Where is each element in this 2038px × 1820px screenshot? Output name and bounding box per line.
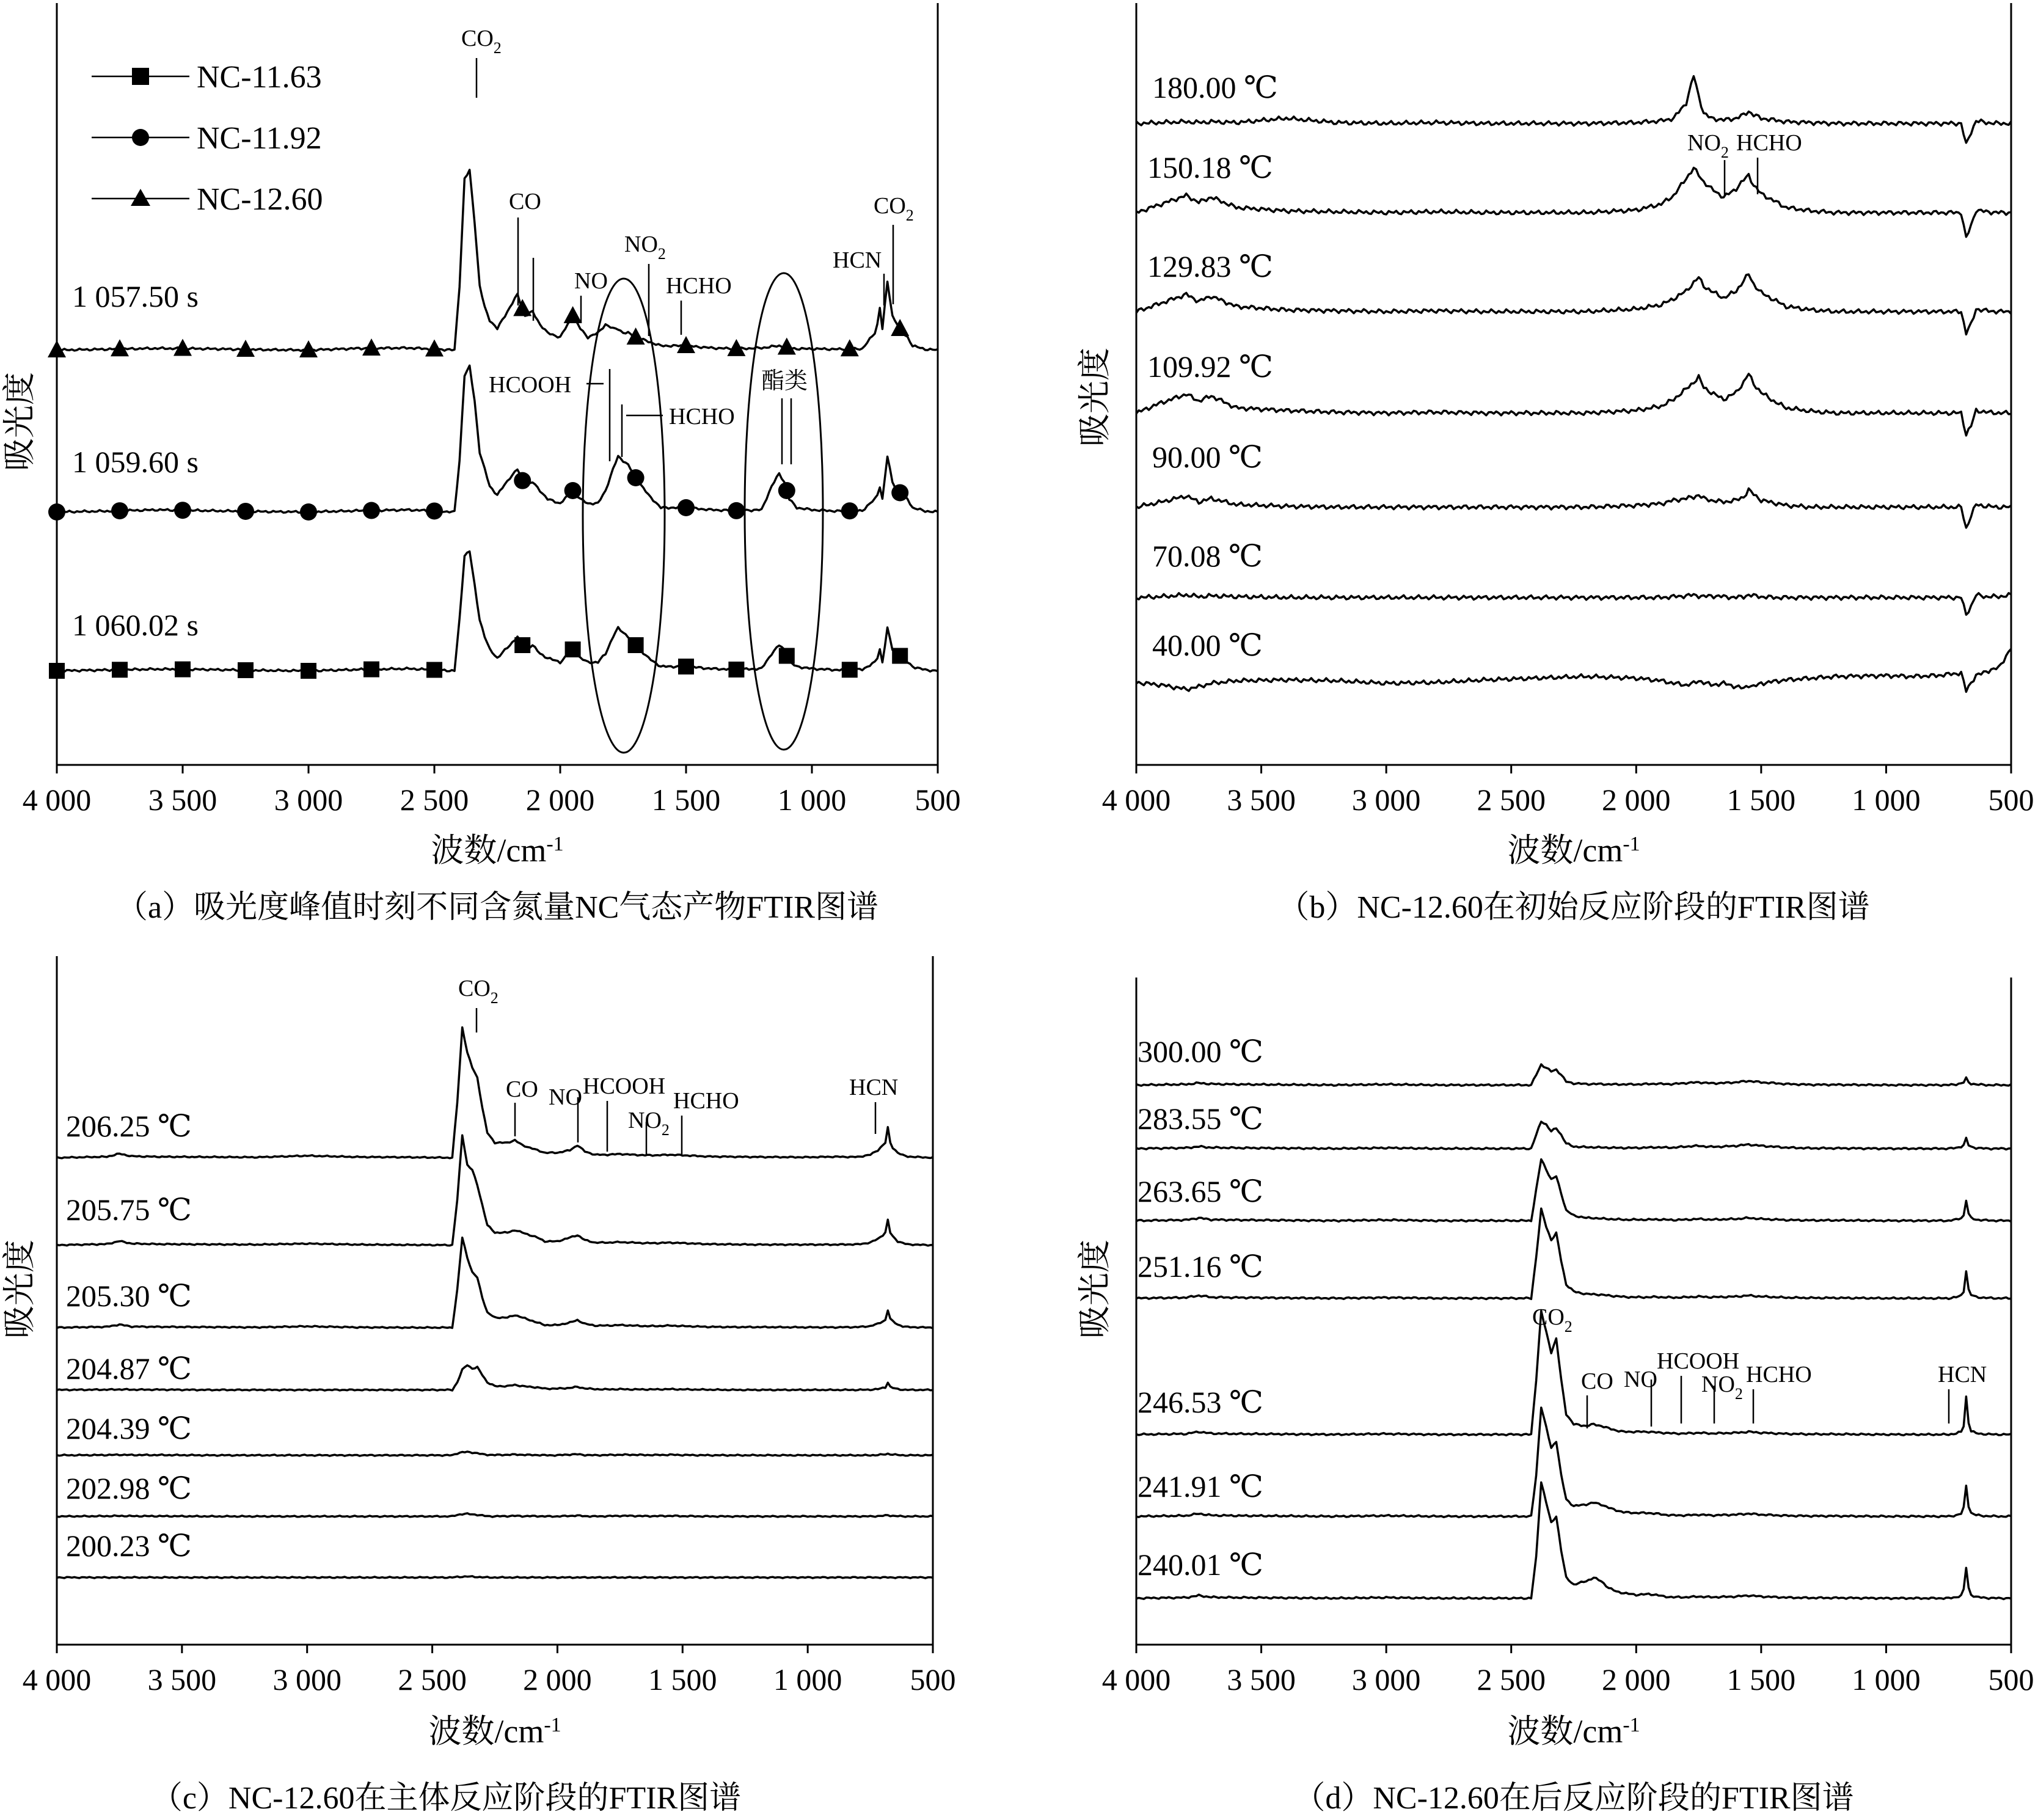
- x-tick-label: 2 000: [1602, 1662, 1671, 1697]
- ann-hcn: HCN: [833, 247, 882, 273]
- x-tick-label: 2 500: [1477, 1662, 1546, 1697]
- panel-b-xlabel: 波数$/cm^{-1}$: [1507, 832, 1640, 869]
- circle-marker: [678, 499, 695, 516]
- circle-marker: [841, 502, 858, 519]
- panel-c-label-2: 202.98 ℃: [66, 1471, 192, 1505]
- circle-marker: [426, 502, 443, 519]
- triangle-marker: [299, 340, 318, 357]
- square-marker: [779, 648, 795, 664]
- circle-marker: [564, 482, 582, 499]
- square-marker: [514, 637, 530, 653]
- spectrum-line: [1136, 1311, 2011, 1436]
- x-tick-label: 1 500: [651, 783, 721, 817]
- panel-d-x-ticks: [1102, 1645, 2034, 1697]
- panel-d-label-6: 283.55 ℃: [1138, 1102, 1263, 1136]
- panel-c-ylabel: 吸光度: [1, 1240, 38, 1339]
- ann-d-co2: $CO_2$: [1532, 1304, 1572, 1336]
- legend-entry-2: NC-11.92: [197, 121, 322, 156]
- ann-d-hcn: HCN: [1938, 1362, 1987, 1387]
- panel-d-label-7: 300.00 ℃: [1138, 1034, 1263, 1069]
- ann-co: CO: [509, 189, 541, 214]
- ann-c-hcho: HCHO: [673, 1088, 739, 1114]
- x-tick-label: 500: [910, 1662, 956, 1697]
- panel-a-caption: （a）吸光度峰值时刻不同含氮量NC气态产物FTIR图谱: [115, 890, 879, 925]
- panel-b-x-ticks: [1102, 765, 2034, 817]
- x-tick-label: 3 500: [1227, 1662, 1296, 1697]
- triangle-marker: [564, 306, 582, 323]
- spectrum-line: [1136, 649, 2011, 692]
- panel-c-label-4: 204.87 ℃: [66, 1351, 192, 1386]
- x-tick-label: 3 000: [272, 1662, 341, 1697]
- x-tick-label: 500: [915, 783, 961, 817]
- panel-d-caption: （d）NC-12.60在后反应阶段的FTIR图谱: [1293, 1781, 1854, 1816]
- panel-c-temperature-labels: [66, 1109, 192, 1563]
- square-marker: [678, 659, 694, 674]
- circle-marker: [891, 484, 908, 502]
- spectrum-line: [1136, 1160, 2011, 1222]
- square-marker: [112, 662, 128, 678]
- square-marker: [728, 662, 744, 678]
- x-tick-label: 3 500: [1227, 783, 1296, 817]
- legend-entry-1: NC-11.63: [197, 60, 322, 95]
- ann-hcho-2: HCHO: [669, 404, 735, 429]
- ann-d-hcho: HCHO: [1746, 1362, 1812, 1387]
- panel-b-label-5: 129.83 ℃: [1147, 249, 1273, 283]
- legend-square-marker: [132, 68, 149, 85]
- panel-d-spectra: [1136, 1064, 2011, 1599]
- panel-c-label-6: 205.75 ℃: [66, 1193, 192, 1227]
- panel-b-temperature-labels: [1147, 70, 1278, 662]
- panel-a: [1, 3, 961, 925]
- panel-d-label-3: 246.53 ℃: [1138, 1385, 1263, 1419]
- square-marker: [628, 637, 644, 653]
- square-marker: [301, 663, 316, 679]
- spectrum-line: [57, 1452, 933, 1456]
- square-marker: [175, 662, 191, 678]
- x-tick-label: 4 000: [22, 783, 92, 817]
- spectrum-line: [57, 1513, 933, 1517]
- spectrum-line: [1136, 488, 2011, 527]
- ann-b-hcho: HCHO: [1736, 130, 1802, 156]
- panel-c-label-3: 204.39 ℃: [66, 1411, 192, 1445]
- spectrum-line: [1136, 1482, 2011, 1599]
- spectrum-line: [1136, 1064, 2011, 1086]
- panel-b-label-6: 150.18 ℃: [1147, 150, 1273, 185]
- x-tick-label: 1 500: [648, 1662, 717, 1697]
- ann-c-no: NO: [549, 1084, 582, 1110]
- square-marker: [892, 648, 908, 664]
- panel-c-caption: （c）NC-12.60在主体反应阶段的FTIR图谱: [150, 1781, 742, 1816]
- square-marker: [363, 662, 379, 678]
- spectrum-line: [1136, 593, 2011, 615]
- ann-d-no2: $NO_2$: [1701, 1372, 1743, 1403]
- panel-a-label-ser2: 1 059.60 s: [72, 445, 199, 479]
- x-tick-label: 1 500: [1726, 1662, 1796, 1697]
- panel-a-xlabel: 波数$/cm^{-1}$: [431, 832, 564, 869]
- legend-entry-3: NC-12.60: [197, 182, 323, 217]
- x-tick-label: 2 000: [523, 1662, 592, 1697]
- triangle-marker: [677, 336, 695, 353]
- x-tick-label: 500: [1988, 1662, 2034, 1697]
- ann-d-co: CO: [1581, 1369, 1613, 1394]
- triangle-marker: [627, 327, 645, 345]
- ann-esters: 酯类: [761, 368, 808, 394]
- panel-d: [1076, 978, 2034, 1816]
- x-tick-label: 2 000: [1602, 783, 1671, 817]
- panel-a-legend: [92, 60, 323, 217]
- ann-co2-right: $CO_2$: [874, 193, 914, 224]
- panel-a-spectra: [57, 170, 938, 672]
- x-tick-label: 1 000: [1852, 1662, 1921, 1697]
- x-tick-label: 500: [1988, 783, 2034, 817]
- panel-b-label-1: 40.00 ℃: [1152, 628, 1263, 662]
- circle-marker: [514, 472, 531, 489]
- legend-circle-marker: [132, 129, 149, 146]
- panel-c-label-5: 205.30 ℃: [66, 1279, 192, 1313]
- panel-d-temperature-labels: [1138, 1034, 1263, 1582]
- panel-b-ylabel: 吸光度: [1076, 348, 1113, 447]
- panel-b-label-3: 90.00 ℃: [1152, 440, 1263, 474]
- circle-marker: [111, 502, 128, 519]
- square-marker: [565, 641, 581, 657]
- spectrum-line: [57, 1576, 933, 1578]
- x-tick-label: 2 500: [398, 1662, 467, 1697]
- panel-d-annotations: [1532, 1304, 1987, 1428]
- panel-a-x-ticks: [23, 765, 961, 817]
- x-tick-label: 2 500: [400, 783, 469, 817]
- panel-d-label-5: 263.65 ℃: [1138, 1174, 1263, 1208]
- ann-d-no: NO: [1624, 1367, 1657, 1392]
- panel-a-ylabel: 吸光度: [1, 372, 38, 471]
- x-tick-label: 2 500: [1477, 783, 1546, 817]
- square-marker: [426, 662, 442, 678]
- panel-c: [1, 956, 956, 1816]
- triangle-marker: [425, 339, 444, 356]
- circle-marker: [363, 502, 380, 519]
- spectrum-line: [1136, 1122, 2011, 1150]
- panel-b-annotations: [1687, 130, 1802, 196]
- x-tick-label: 1 000: [1852, 783, 1921, 817]
- spectrum-line: [57, 1135, 933, 1246]
- panel-c-x-ticks: [23, 1645, 956, 1697]
- panel-b: [1076, 3, 2034, 925]
- x-tick-label: 4 000: [1101, 1662, 1171, 1697]
- panel-d-axes: [1136, 978, 2011, 1645]
- panel-a-label-ser1: 1 060.02 s: [72, 608, 199, 642]
- panel-b-label-7: 180.00 ℃: [1152, 70, 1278, 104]
- ann-hcho: HCHO: [666, 273, 732, 299]
- triangle-marker: [362, 338, 381, 356]
- circle-marker: [237, 503, 254, 520]
- ann-d-hcooh: HCOOH: [1657, 1348, 1740, 1374]
- circle-marker: [728, 502, 745, 519]
- ann-hcooh: HCOOH: [489, 372, 572, 398]
- panel-a-label-ser3: 1 057.50 s: [72, 279, 199, 313]
- panel-c-annotations: [458, 976, 898, 1155]
- panel-d-label-4: 251.16 ℃: [1138, 1249, 1263, 1284]
- ann-b-no2: $NO_2$: [1687, 130, 1729, 161]
- x-tick-label: 1 000: [777, 783, 847, 817]
- x-tick-label: 4 000: [1101, 783, 1171, 817]
- panel-d-ylabel: 吸光度: [1076, 1240, 1113, 1339]
- x-tick-label: 3 000: [274, 783, 343, 817]
- ann-no: NO: [574, 268, 608, 294]
- circle-marker: [174, 502, 191, 519]
- x-tick-label: 1 500: [1726, 783, 1796, 817]
- panel-b-caption: （b）NC-12.60在初始反应阶段的FTIR图谱: [1277, 890, 1870, 925]
- panel-c-label-7: 206.25 ℃: [66, 1109, 192, 1143]
- x-tick-label: 3 000: [1351, 783, 1421, 817]
- ann-c-co2: $CO_2$: [458, 976, 499, 1007]
- ann-co2: $CO_2$: [461, 26, 502, 57]
- ann-no2: $NO_2$: [624, 232, 666, 263]
- circle-marker: [778, 482, 795, 499]
- panel-d-label-2: 241.91 ℃: [1138, 1469, 1263, 1504]
- ann-c-co: CO: [506, 1076, 538, 1102]
- x-tick-label: 4 000: [22, 1662, 92, 1697]
- circle-marker: [300, 503, 317, 521]
- x-tick-label: 3 000: [1351, 1662, 1421, 1697]
- spectrum-line: [1136, 1208, 2011, 1299]
- spectrum-line: [57, 170, 938, 351]
- panel-d-xlabel: 波数$/cm^{-1}$: [1507, 1713, 1640, 1750]
- panel-b-label-2: 70.08 ℃: [1152, 539, 1263, 573]
- ellipse-hcooh-region: [583, 279, 665, 753]
- circle-marker: [627, 469, 645, 486]
- ann-c-hcn: HCN: [849, 1075, 899, 1100]
- ann-c-hcooh: HCOOH: [583, 1073, 666, 1099]
- panel-c-label-1: 200.23 ℃: [66, 1529, 192, 1563]
- ann-c-no2: $NO_2$: [628, 1108, 670, 1139]
- triangle-marker: [513, 299, 531, 316]
- panel-c-xlabel: 波数$/cm^{-1}$: [428, 1713, 561, 1750]
- panel-b-axes: [1136, 3, 2011, 765]
- square-marker: [842, 662, 858, 678]
- x-tick-label: 3 500: [147, 1662, 217, 1697]
- x-tick-label: 3 500: [148, 783, 217, 817]
- panel-b-label-4: 109.92 ℃: [1147, 349, 1273, 384]
- triangle-marker: [891, 319, 909, 336]
- square-marker: [238, 662, 254, 678]
- x-tick-label: 2 000: [525, 783, 595, 817]
- x-tick-label: 1 000: [773, 1662, 842, 1697]
- legend-triangle-marker: [131, 189, 150, 206]
- panel-d-label-1: 240.01 ℃: [1138, 1548, 1263, 1582]
